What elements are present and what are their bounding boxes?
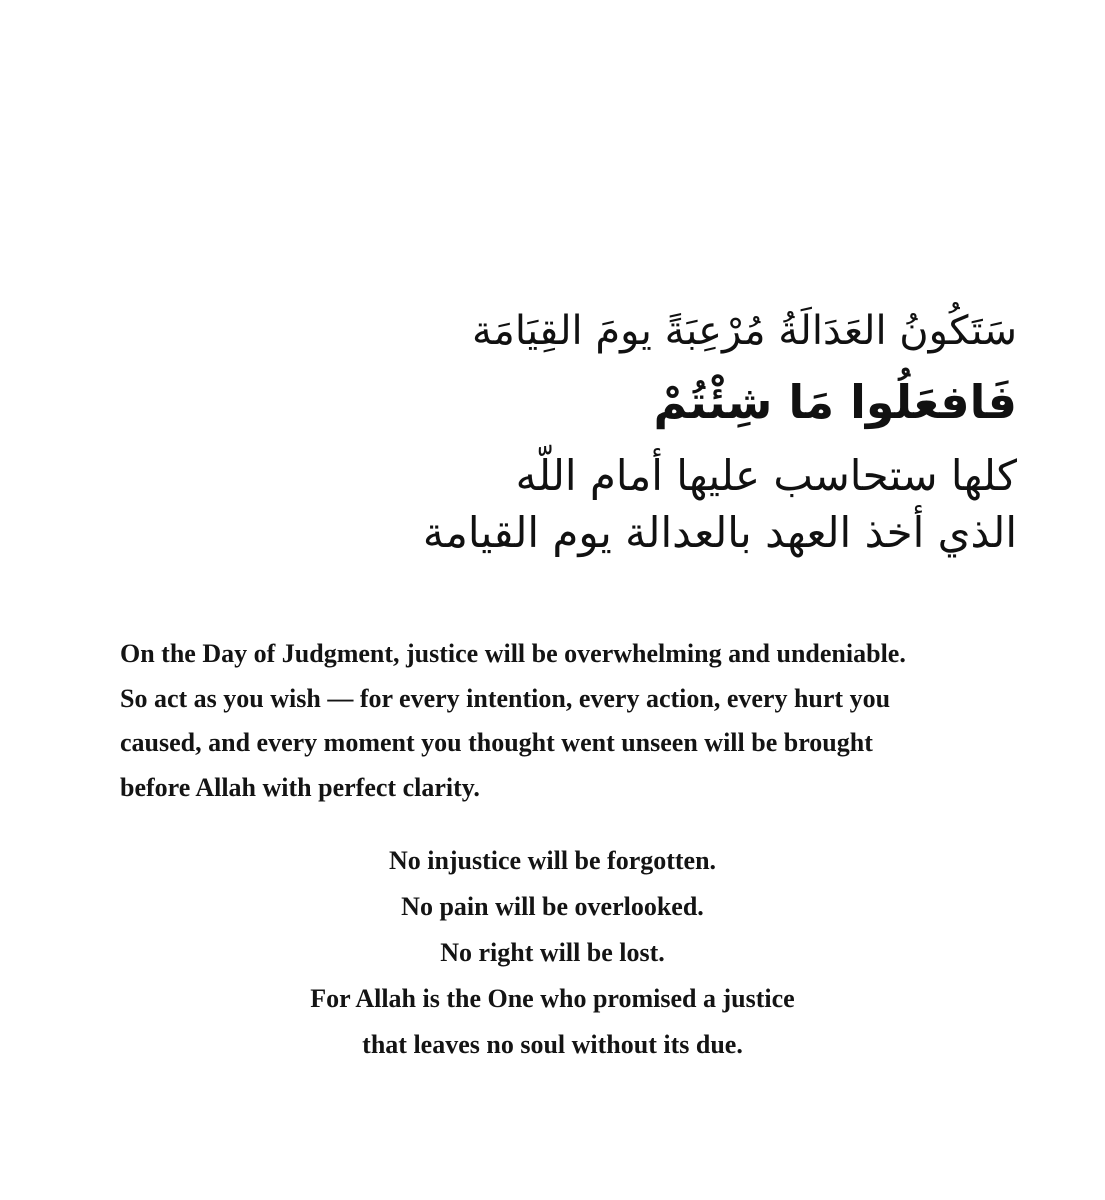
stanza-line: that leaves no soul without its due. (362, 1030, 743, 1059)
arabic-line-2: فَافعَلُوا مَا شِئْتُمْ (653, 375, 1017, 429)
stanza-line: For Allah is the One who promised a justice (310, 984, 795, 1013)
centered-stanza-1 (0, 838, 1105, 976)
arabic-verse (317, 300, 1017, 562)
centered-stanza-2 (0, 976, 1105, 1068)
paragraph-line: caused, and every moment you thought went unseen will be brought (120, 728, 873, 757)
paragraph-line: So act as you wish — for every intention, every action, every hurt you (120, 683, 891, 713)
stanza-line: No right will be lost. (440, 938, 665, 967)
arabic-line-3: كلها ستحاسب عليها أمام اللّه (515, 451, 1017, 500)
stanza-line: No pain will be overlooked. (401, 892, 704, 921)
paragraph-line: before Allah with perfect clarity. (120, 772, 480, 802)
stanza-line: No injustice will be forgotten. (388, 846, 717, 875)
arabic-line-4: الذي أخذ العهد بالعدالة يوم القيامة (422, 508, 1017, 557)
arabic-line-1: سَتَكُونُ العَدَالَةُ مُرْعِبَةً يومَ القِيَامَة (471, 308, 1017, 354)
paragraph-line: On the Day of Judgment, justice will be overwhelming and undeniable. (120, 639, 906, 668)
english-paragraph (120, 632, 1060, 810)
